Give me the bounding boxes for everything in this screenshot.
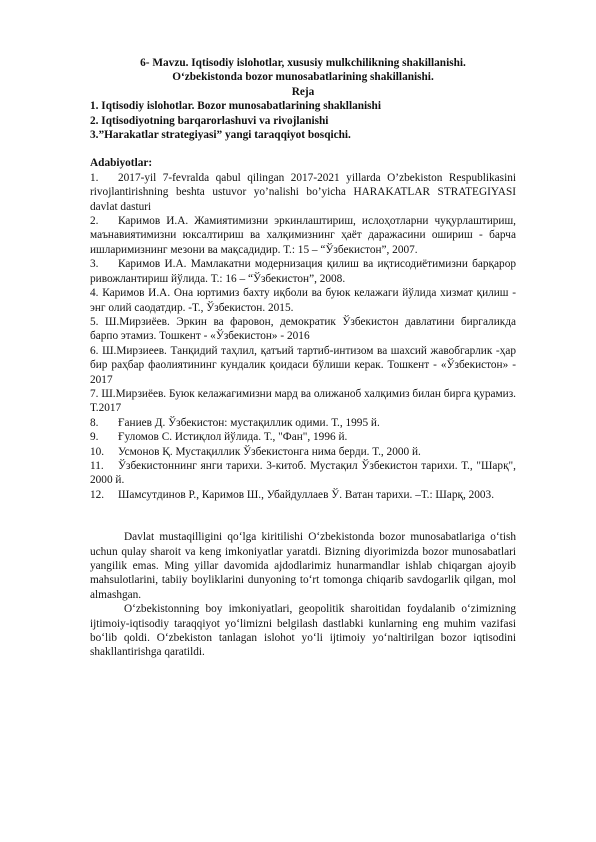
title-line-2: O‘zbekistonda bozor munosabatlarining shakillanishi. [172,71,434,84]
reference-item: 9. Ғуломов С. Истиқлол йўлида. Т., "Фан", 1996 й. [90,431,348,444]
reference-item: 10. Усмонов Қ. Мустақиллик Ўзбекистонга нима берди. Т., 2000 й. [90,445,421,458]
plan-item: 2. Iqtisodiyotning barqarorlashuvi va rivojlanishi [90,114,329,127]
reference-item: 7. Ш.Мирзиёев. Буюк келажагимизни мард ва олижаноб халқимиз билан бирга қурамиз. Т.2017 [90,387,516,415]
title-line-1: 6- Mavzu. Iqtisodiy islohotlar, xususiy mulkchilikning shakillanishi. [140,57,466,69]
reference-item: 12. Шамсутдинов Р., Каримов Ш., Убайдуллаев Ў. Ватан тарихи. –Т.: Шарқ, 2003. [90,488,495,501]
body-paragraph: Davlat mustaqilligini qo‘lga kiritilishi O‘zbekistonda bozor munosabatlariga o‘tish uchun qulay sharoit va keng imkoniyatlar yaratdi. Bizning diyorimizda bozor munosabatlari yangilik emas. Ming yillar davomida ajdodlarimiz hunarmandlar ishlab chiqargan ajoyib mahsulotlarini, tabiiy boyliklarini dunyoning to‘rt tomonga chiqarib savdogarlik qilgan, mol almashgan. [90,531,516,601]
reference-item: 3. Каримов И.А. Мамлакатни модернизация қилиш ва иқтисодиётимизни барқарор ривожлантириш йўлида. Т.: 16 – “Ўзбекистон”, 2008. [90,258,516,285]
reference-item: 1. 2017-yil 7-fevralda qabul qilingan 2017-2021 yillarda O’zbekiston Respublikasini rivojlantirishning beshta ustuvor yo’nalishi bo’yicha HARAKATLAR STRATEGIYASI davlat dasturi [90,171,516,213]
references-heading: Adabiyotlar: [90,157,153,170]
document-page [90,56,516,660]
reference-item: 8. Ғаниев Д. Ўзбекистон: мустақиллик одими. Т., 1995 й. [90,416,380,429]
reference-item: 5. Ш.Мирзиёев. Эркин ва фаровон, демократик Ўзбекистон давлатини биргаликда барпо этамиз. Тошкент - «Ўзбекистон» - 2016 [90,315,516,343]
plan-heading: Reja [291,85,315,98]
reference-item: 4. Каримов И.А. Она юртимиз бахту иқболи ва буюк келажаги йўлида хизмат қилиш - энг олий саодатдир. -Т., Ўзбекистон. 2015. [90,287,516,314]
plan-item: 1. Iqtisodiy islohotlar. Bozor munosabatlarining shakllanishi [90,100,381,113]
reference-item: 11. Ўзбекистоннинг янги тарихи. 3-китоб. Мустақил Ўзбекистон тарихи. Т., "Шарқ", 2000 й. [90,459,516,487]
reference-item: 2. Каримов И.А. Жамиятимизни эркинлаштириш, ислоҳотларни чуқурлаштириш, маънавиятимизни юксалтириш ва халқимизнинг ҳаёт даражасини ошириш - барча ишларимизнинг мезони ва мақсадидир. Т.: 15 – “Ўзбекистон”, 2007. [90,215,516,256]
plan-item: 3.”Harakatlar strategiyasi” yangi taraqqiyot bosqichi. [90,129,351,142]
reference-item: 6. Ш.Мирзиеев. Танқидий таҳлил, қатъий тартиб-интизом ва шахсий жавобгарлик -ҳар бир раҳбар фаолиятининг кундалик қоидаси бўлиши керак. Тошкент - «Ўзбекистон» - 2017 [90,344,516,386]
body-paragraph: O‘zbekistonning boy imkoniyatlari, geopolitik sharoitidan foydalanib o‘zimizning ijtimoiy-iqtisodiy taraqqiyot yo‘limizni belgilash dastlabki kunlarning eng muhim vazifasi bo‘lib qoldi. O‘zbekiston tanlagan islohot yo‘li ijtimoiy yo‘naltirilgan bozor iqtisodini shakllantirishga qaratildi. [90,603,516,659]
